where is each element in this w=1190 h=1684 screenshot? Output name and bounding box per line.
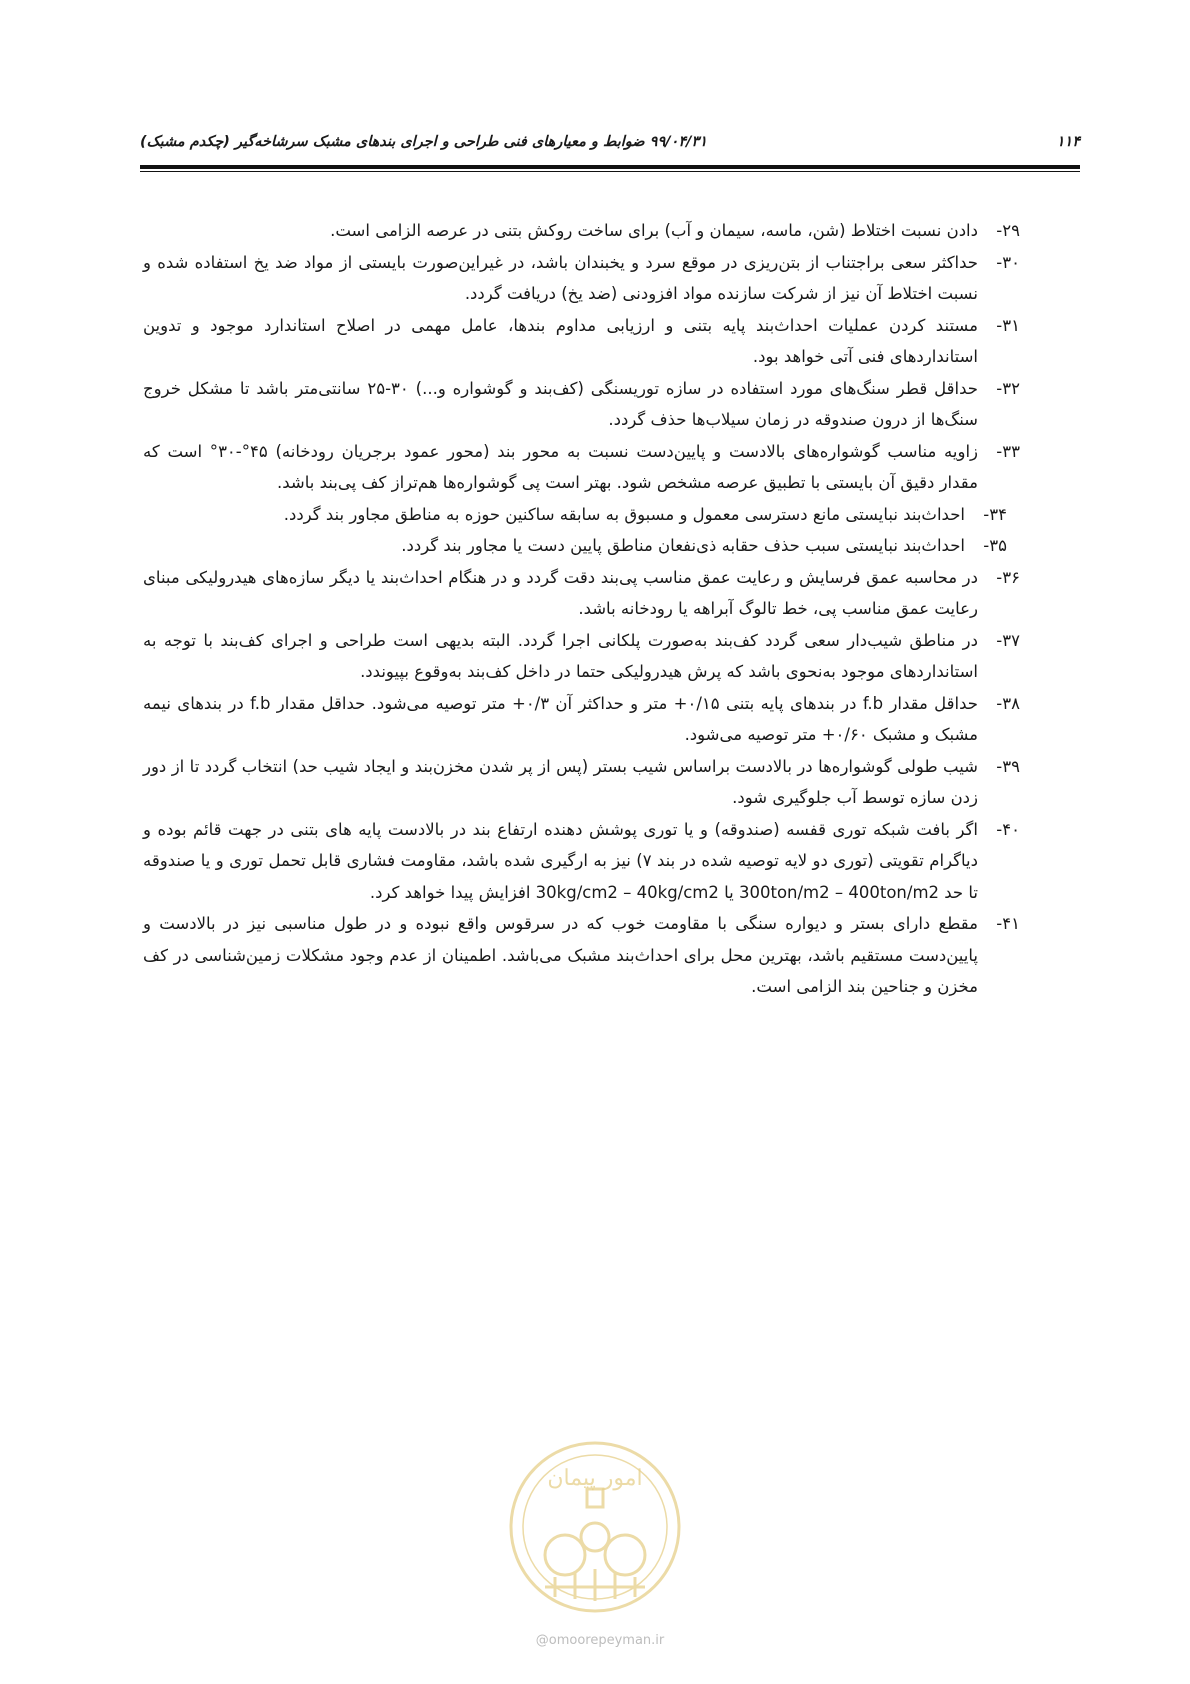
item-text: در مناطق شیب‌دار سعی گردد کف‌بند به‌صورت پلکانی اجرا گردد. البته بدیهی است طراحی و اجرای کف‌بند با توجه به استانداردهای موجود به‌نحوی باشد که پرش هیدرولیکی حتما در داخل کف‌بند به‌وقوع بپیوندد. [143, 630, 978, 681]
list-item [143, 436, 1020, 499]
running-title: ۹۹/۰۴/۳۱ ضوابط و معیارهای فنی طراحی و اجرای بندهای مشبک سرشاخه‌گیر (چکدم مشبک) [140, 134, 707, 150]
item-number: ۳۸- [996, 693, 1020, 713]
item-number: ۳۱- [996, 315, 1020, 335]
list-item [143, 562, 1020, 625]
item-text: شیب طولی گوشواره‌ها در بالادست براساس شیب بستر (پس از پر شدن مخزن‌بند و ایجاد شیب حد) انتخاب گردد تا از دور زدن سازه توسط آب جلوگیری شود. [143, 756, 978, 807]
watermark-logo-text: امور پیمان [547, 1466, 643, 1491]
item-text: مستند کردن عملیات احداث‌بند پایه بتنی و ارزیابی مداوم بندها، عامل مهمی در اصلاح استاندارد موجود و تدوین استانداردهای فنی آتی خواهد بود. [143, 315, 978, 366]
item-text: مقطع دارای بستر و دیواره سنگی با مقاومت خوب که در سرقوس واقع نبوده و در طول مناسبی نیز در بالادست و پایین‌دست مستقیم باشد، بهترین محل برای احداث‌بند مشبک می‌باشد. اطمینان از عدم وجود مشکلات زمین‌شناسی در کف مخزن و جناحین بند الزامی است. [143, 914, 978, 996]
list-item [143, 688, 1020, 751]
list-item [143, 215, 1020, 247]
item-text: زاویه مناسب گوشواره‌های بالادست و پایین‌دست نسبت به محور بند (محور عمود برجریان رودخانه) ۴۵°-۳۰° است که مقدار دقیق آن بایستی با تطبیق عرصه مشخص شود. بهتر است پی گوشواره‌ها هم‌تراز کف پی‌بند باشد. [143, 441, 978, 492]
header-rule-thin [140, 171, 1080, 172]
item-text: اگر بافت شبکه توری قفسه (صندوقه) و یا توری پوشش دهنده ارتفاع بند در بالادست پایه های بتنی در جهت قائم بوده و دیاگرام تقویتی (توری دو لایه توصیه شده در بند ۷) نیز به ارگیری شده باشد، مقاومت فشاری قابل تحمل توری و یا صندوقه تا حد 300ton/m2 – 400ton/m2 یا 30kg/cm2 – 40kg/cm2 افزایش پیدا خواهد کرد. [143, 819, 978, 902]
item-number: ۳۴- [983, 504, 1007, 524]
item-number: ۴۱- [996, 914, 1020, 933]
list-item [143, 373, 1020, 436]
item-number: ۳۹- [996, 756, 1020, 776]
page-number: ۱۱۴ [1056, 134, 1080, 150]
item-number: ۴۰- [996, 819, 1020, 839]
item-text: احداث‌بند نبایستی سبب حذف حقابه ذی‌نفعان مناطق پایین دست یا مجاور بند گردد. [401, 536, 965, 555]
item-text: حداکثر سعی براجتناب از بتن‌ریزی در موقع سرد و یخبندان باشد، در غیراین‌صورت بایستی از مواد ضد یخ استفاده شده و نسبت اختلاط آن نیز از شرکت سازنده مواد افزودنی (ضد یخ) دریافت گردد. [143, 252, 978, 303]
numbered-list [143, 215, 1020, 1003]
item-number: ۳۲- [996, 378, 1020, 398]
item-text: حداقل مقدار f.b در بندهای پایه بتنی ۰/۱۵+ متر و حداکثر آن ۰/۳+ متر توصیه می‌شود. حداقل مقدار f.b در بندهای نیمه مشبک و مشبک ۰/۶۰+ متر توصیه می‌شود. [143, 693, 979, 744]
watermark-logo [505, 1437, 685, 1617]
header-rule-thick [140, 165, 1080, 169]
item-number: ۳۰- [996, 252, 1020, 272]
list-item [143, 625, 1020, 688]
list-item [143, 247, 1020, 310]
watermark-site: @omoorepeyman.ir [535, 1633, 665, 1648]
item-text: دادن نسبت اختلاط (شن، ماسه، سیمان و آب) برای ساخت روکش بتنی در عرصه الزامی است. [330, 221, 978, 240]
item-number: ۳۳- [996, 441, 1020, 461]
list-item [143, 814, 1020, 909]
item-number: ۳۶- [996, 567, 1020, 587]
list-item [143, 908, 1020, 1003]
item-number: ۳۷- [996, 630, 1020, 650]
item-number: ۳۵- [983, 536, 1007, 555]
list-item [143, 751, 1020, 814]
list-item [143, 530, 1020, 562]
item-text: در محاسبه عمق فرسایش و رعایت عمق مناسب پی‌بند دقت گردد و در هنگام احداث‌بند یا دیگر سازه‌های هیدرولیکی مبنای رعایت عمق مناسب پی، خط تالوگ آبراهه یا رودخانه باشد. [143, 567, 978, 618]
item-number: ۲۹- [996, 221, 1020, 240]
list-item [143, 499, 1020, 531]
page-header [140, 130, 1080, 156]
list-item [143, 310, 1020, 373]
item-text: حداقل قطر سنگ‌های مورد استفاده در سازه توریسنگی (کف‌بند و گوشواره و...) ۳۰-۲۵ سانتی‌متر باشد تا مشکل خروج سنگ‌ها از درون صندوقه در زمان سیلاب‌ها حذف گردد. [143, 378, 978, 429]
item-text: احداث‌بند نبایستی مانع دسترسی معمول و مسبوق به سابقه ساکنین حوزه به مناطق مجاور بند گردد. [283, 504, 965, 524]
